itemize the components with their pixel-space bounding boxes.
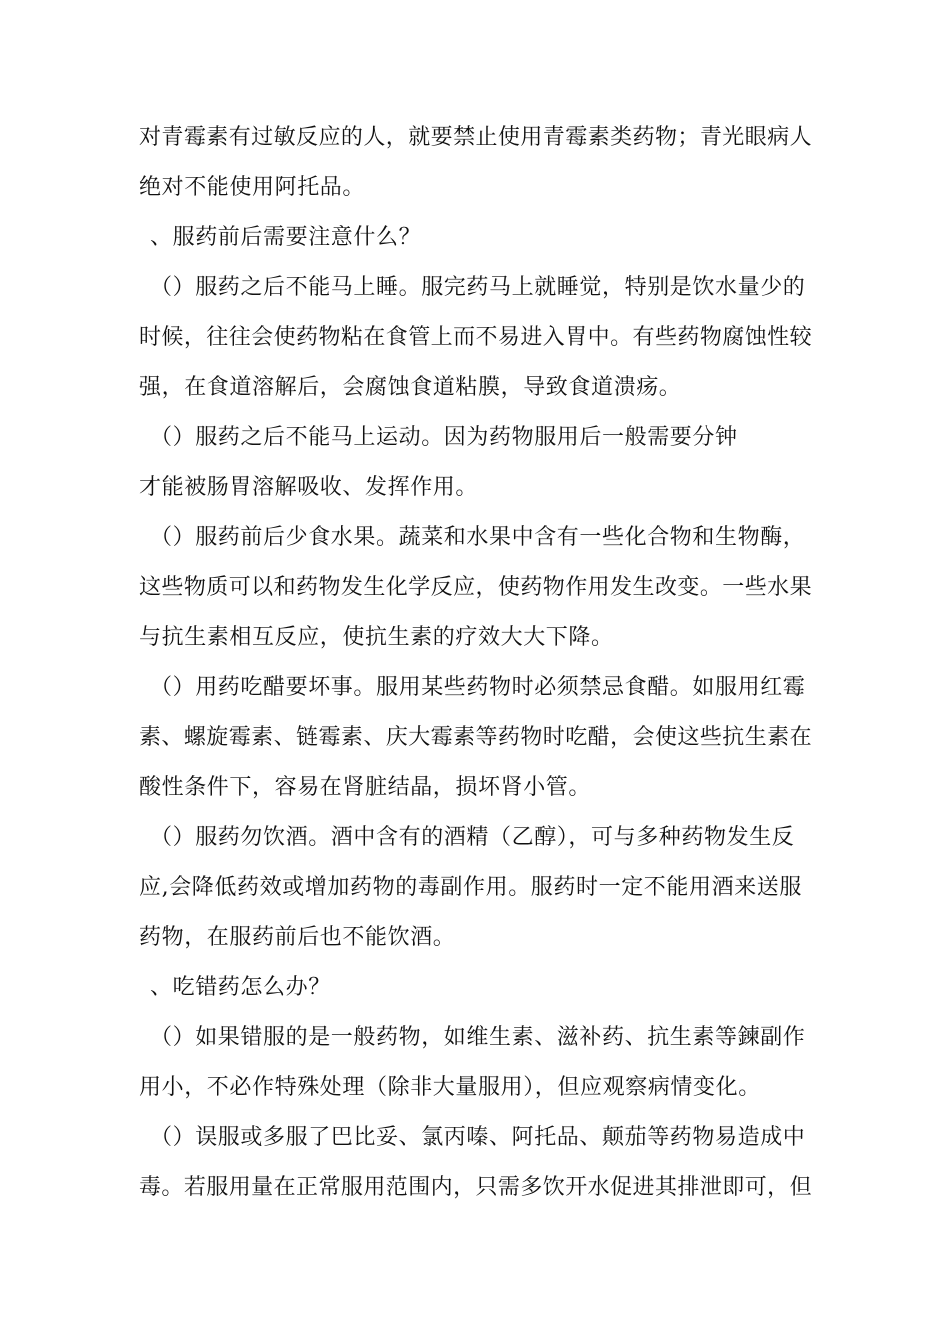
text-line: 用小，不必作特殊处理（除非大量服用），但应观察病情变化。 [139, 1075, 761, 1100]
text-line: 绝对不能使用阿托品。 [139, 175, 366, 200]
text-line: （）服药之后不能马上睡。服完药马上就睡觉，特别是饮水量少的 [150, 275, 806, 300]
text-line: （）误服或多服了巴比妥、氯丙嗪、阿托品、颠茄等药物易造成中 [150, 1125, 806, 1150]
text-line: （）服药勿饮酒。酒中含有的酒精（乙醇），可与多种药物发生反 [150, 825, 795, 850]
text-line: 强，在食道溶解后，会腐蚀食道粘膜，导致食道溃疡。 [139, 375, 682, 400]
text-line: （）用药吃醋要坏事。服用某些药物时必须禁忌食醋。如服用红霉 [150, 675, 806, 700]
section-heading: 、服药前后需要注意什么？ [150, 225, 422, 250]
text-line: 才能被肠胃溶解吸收、发挥作用。 [139, 475, 479, 500]
text-line: （）如果错服的是一般药物，如维生素、滋补药、抗生素等鍊副作 [150, 1025, 806, 1050]
text-line: （）服药前后少食水果。蔬菜和水果中含有一些化合物和生物酶， [150, 525, 806, 550]
text-line: 药物，在服药前后也不能饮酒。 [139, 925, 456, 950]
text-line: 应,会降低药效或增加药物的毒副作用。服药时一定不能用酒来送服 [139, 875, 802, 900]
text-line: 时候，往往会使药物粘在食管上而不易进入胃中。有些药物腐蚀性较 [139, 325, 813, 350]
text-line: 酸性条件下，容易在肾脏结晶，损坏肾小管。 [139, 775, 592, 800]
text-line: 与抗生素相互反应，使抗生素的疗效大大下降。 [139, 625, 614, 650]
section-heading: 、吃错药怎么办？ [150, 975, 331, 1000]
text-line: 对青霉素有过敏反应的人，就要禁止使用青霉素类药物；青光眼病人 [139, 125, 813, 150]
text-line: 素、螺旋霉素、链霉素、庆大霉素等药物时吃醋，会使这些抗生素在 [139, 725, 813, 750]
text-line: （）服药之后不能马上运动。因为药物服用后一般需要分钟 [150, 425, 738, 450]
text-line: 这些物质可以和药物发生化学反应，使药物作用发生改变。一些水果 [139, 575, 813, 600]
text-line: 毒。若服用量在正常服用范围内，只需多饮开水促进其排泄即可，但 [139, 1175, 813, 1200]
